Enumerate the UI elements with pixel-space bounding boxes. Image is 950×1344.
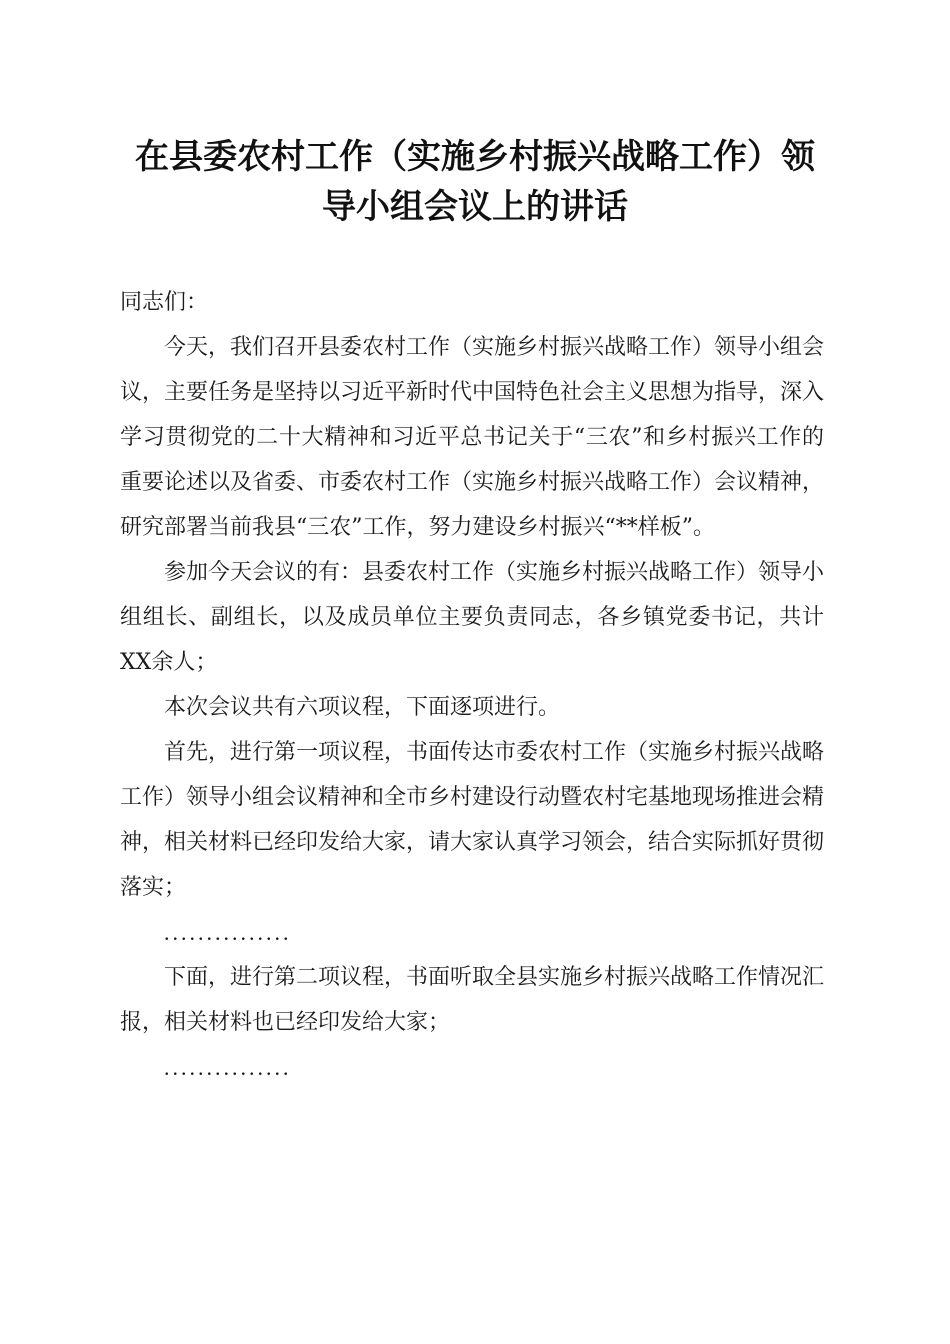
paragraph-opening: 今天，我们召开县委农村工作（实施乡村振兴战略工作）领导小组会议，主要任务是坚持以习近平新时代中国特色社会主义思想为指导，深入学习贯彻党的二十大精神和习近平总书记关于“三农”和乡村振兴工作的重要论述以及省委、市委农村工作（实施乡村振兴战略工作）会议精神，研究部署当前我县“三农”工作，努力建设乡村振兴“**样板”。 (120, 335, 825, 540)
title-line-2: 导小组会议上的讲话 (322, 187, 628, 227)
paragraph-agenda-intro: 本次会议共有六项议程，下面逐项进行。 (164, 695, 561, 720)
paragraph-attendees: 参加今天会议的有：县委农村工作（实施乡村振兴战略工作）领导小组组长、副组长，以及成员单位主要负责同志，各乡镇党委书记，共计XX余人； (120, 560, 825, 675)
salutation: 同志们： (120, 290, 209, 315)
document-body (120, 280, 824, 1090)
ellipsis-2: ............... (164, 1055, 292, 1080)
ellipsis-1: ............... (164, 920, 292, 945)
paragraph-agenda-item-2: 下面，进行第二项议程，书面听取全县实施乡村振兴战略工作情况汇报，相关材料也已经印发给大家； (120, 965, 825, 1035)
title-line-1: 在县委农村工作（实施乡村振兴战略工作）领 (135, 137, 815, 177)
paragraph-agenda-item-1: 首先，进行第一项议程，书面传达市委农村工作（实施乡村振兴战略工作）领导小组会议精神和全市乡村建设行动暨农村宅基地现场推进会精神，相关材料已经印发给大家，请大家认真学习领会，结合实际抓好贯彻落实； (120, 740, 825, 900)
document-title (110, 132, 840, 232)
